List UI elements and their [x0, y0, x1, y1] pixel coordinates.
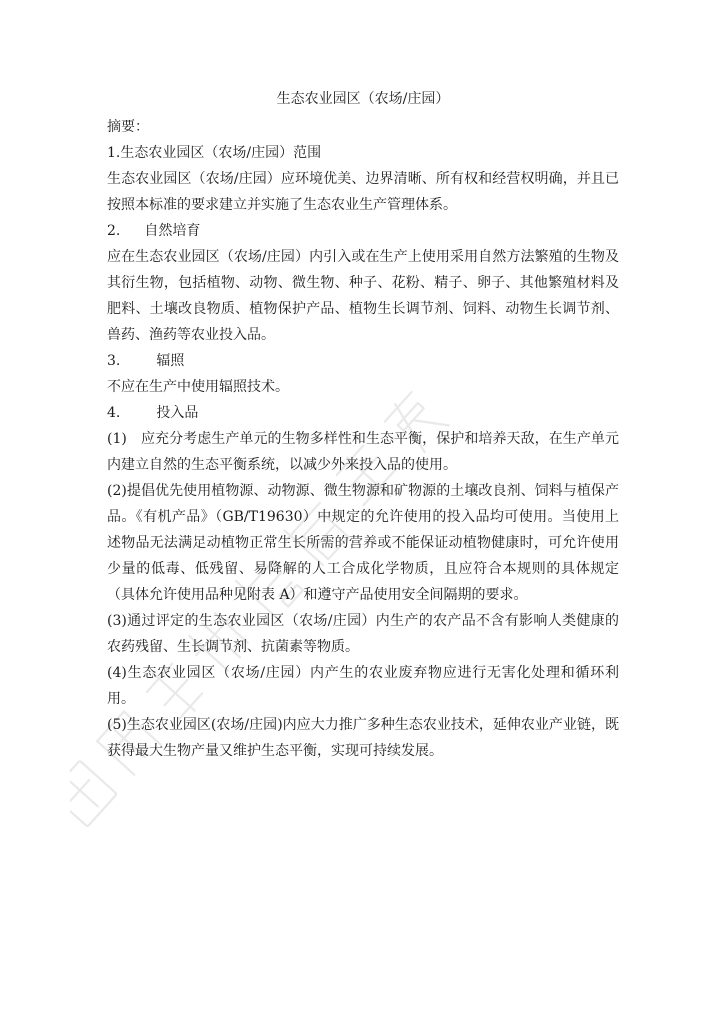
section-heading [107, 218, 619, 244]
section-3 [107, 348, 619, 400]
section-number: 3. [107, 353, 121, 369]
section-title: 生态农业园区（农场/庄园）范围 [120, 145, 322, 161]
summary-label: 摘要： [107, 119, 149, 135]
document-title: 生态农业园区（农场/庄园） [276, 91, 450, 107]
section-heading [107, 140, 619, 166]
section-number: 1. [107, 145, 121, 161]
section-title: 自然培育 [144, 223, 201, 239]
paragraph: 生态农业园区（农场/庄园）应环境优美、边界清晰、所有权和经营权明确，并且已按照本标准的要求建立并实施了生态农业生产管理体系。 [107, 171, 619, 213]
section-4 [107, 400, 619, 764]
paragraph: (4)生态农业园区（农场/庄园）内产生的农业废弃物应进行无害化处理和循环利用。 [107, 665, 619, 707]
paragraph: (1) 应充分考虑生产单元的生物多样性和生态平衡，保护和培养天敌，在生产单元内建立自然的生态平衡系统，以减少外来投入品的使用。 [107, 431, 619, 473]
section-heading [107, 348, 619, 374]
section-number: 4. [107, 405, 121, 421]
paragraph: 不应在生产中使用辐照技术。 [107, 379, 289, 395]
section-title: 辐照 [156, 353, 185, 369]
document-body [107, 86, 619, 764]
paragraph: (3)通过评定的生态农业园区（农场/庄园）内生产的农产品不含有影响人类健康的农药残留、生长调节剂、抗菌素等物质。 [107, 613, 619, 655]
section-heading [107, 400, 619, 426]
paragraph: 应在生态农业园区（农场/庄园）内引入或在生产上使用采用自然方法繁殖的生物及其衍生物，包括植物、动物、微生物、种子、花粉、精子、卵子、其他繁殖材料及肥料、土壤改良物质、植物保护产品、植物生长调节剂、饲料、动物生长调节剂、兽药、渔药等农业投入品。 [107, 249, 619, 343]
section-2 [107, 218, 619, 348]
paragraph: (2)提倡优先使用植物源、动物源、微生物源和矿物源的土壤改良剂、饲料与植保产品。《有机产品》（GB/T19630）中规定的允许使用的投入品均可使用。当使用上述物品无法满足动植物正常生长所需的营养或不能保证动植物健康时，可允许使用少量的低毒、低残留、易降解的人工合成化学物质，且应符合本规则的具体规定（具体允许使用品种见附表 A）和遵守产品使用安全间隔期的要求。 [107, 483, 619, 603]
section-1 [107, 140, 619, 218]
paragraph: (5)生态农业园区(农场/庄园)内应大力推广多种生态农业技术，延伸农业产业链，既获得最大生物产量又维护生态平衡，实现可持续发展。 [107, 717, 619, 759]
section-number: 2. [107, 223, 121, 239]
section-title: 投入品 [156, 405, 199, 421]
